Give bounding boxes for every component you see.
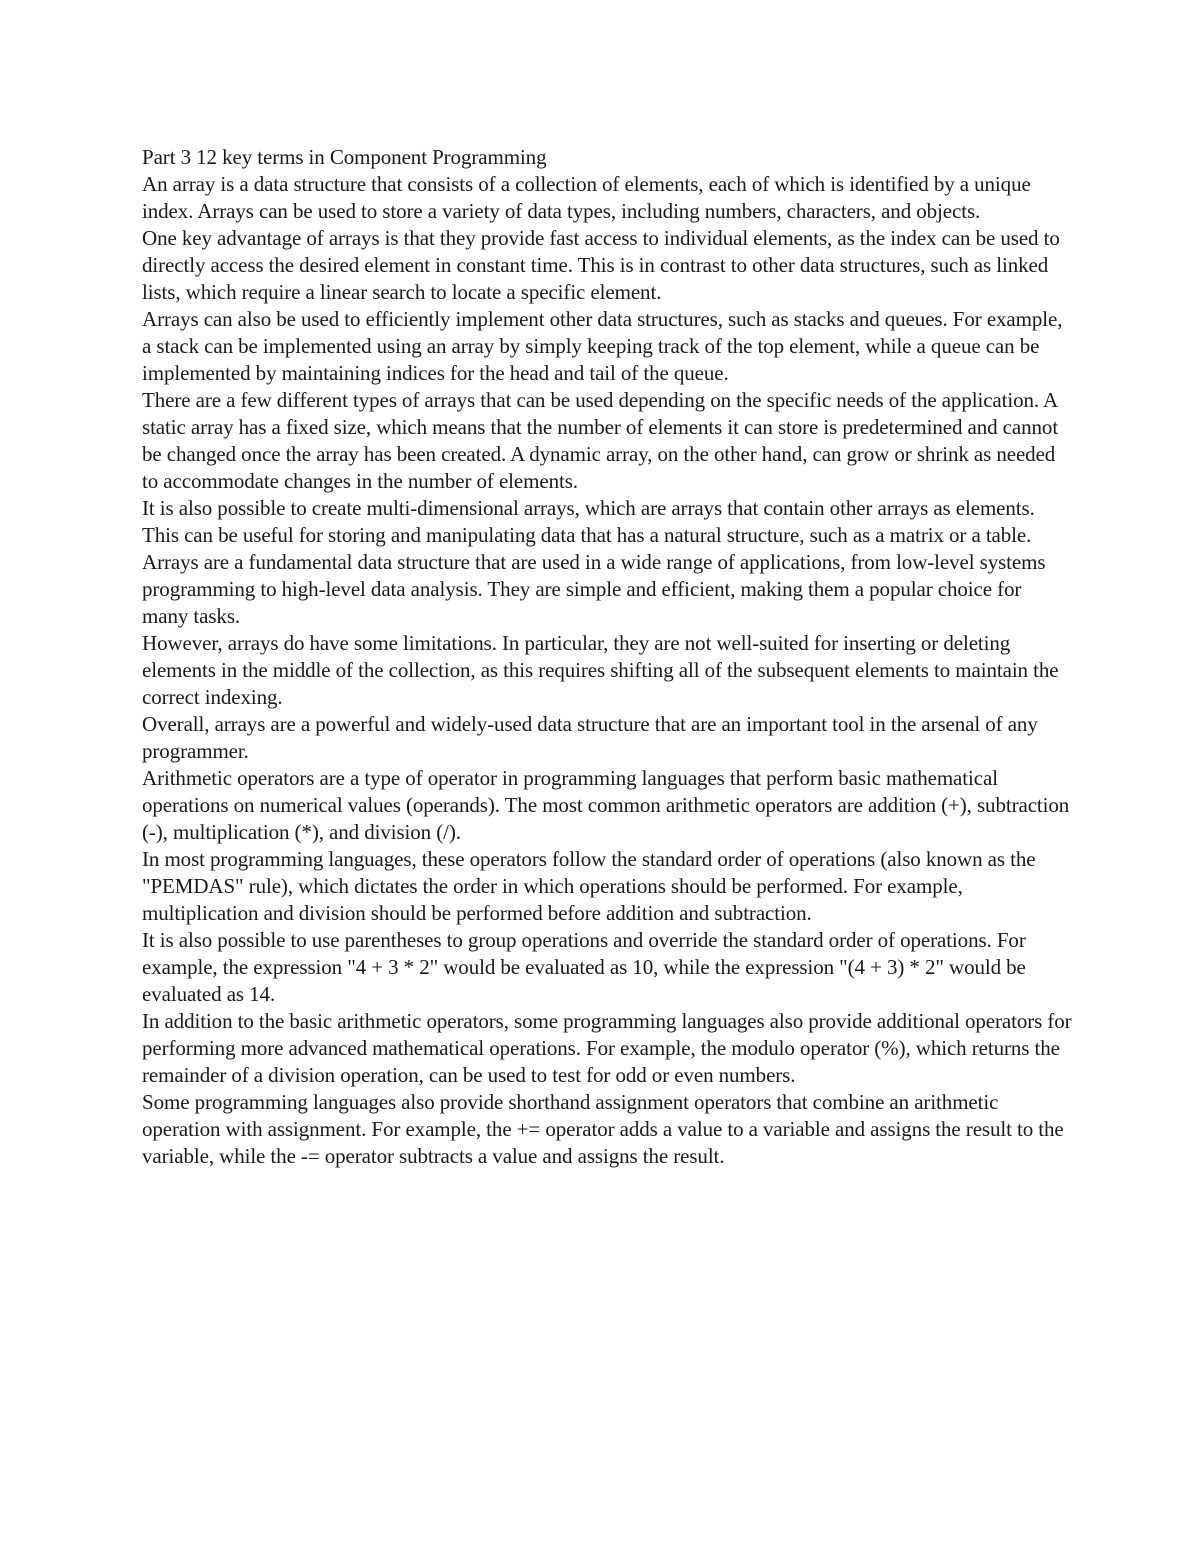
document-title: Part 3 12 key terms in Component Programming — [142, 145, 547, 169]
paragraph-array-types: There are a few different types of arrays that can be used depending on the specific needs of the application. A static array has a fixed size, which means that the number of elements it can store is predetermined and cannot be changed once the array has been created. A dynamic array, on the other hand, can grow or shrink as needed to accommodate changes in the number of elements. — [142, 388, 1059, 493]
paragraph-arrays-overall: Overall, arrays are a powerful and widely-used data structure that are an important tool in the arsenal of any programmer. — [142, 712, 1038, 763]
paragraph-arrays-stacks-queues: Arrays can also be used to efficiently implement other data structures, such as stacks and queues. For example, a stack can be implemented using an array by simply keeping track of the top element, while a queue can be implemented by maintaining indices for the head and tail of the queue. — [142, 307, 1063, 385]
paragraph-multidimensional: It is also possible to create multi-dimensional arrays, which are arrays that contain other arrays as elements. This can be useful for storing and manipulating data that has a natural structure, such as a matrix or a table. — [142, 496, 1035, 547]
paragraph-shorthand-assignment: Some programming languages also provide shorthand assignment operators that combine an arithmetic operation with assignment. For example, the += operator adds a value to a variable and assigns the result to the variable, while the -= operator subtracts a value and assigns the result. — [142, 1090, 1064, 1168]
paragraph-arrays-limitations: However, arrays do have some limitations. In particular, they are not well-suited for inserting or deleting elements in the middle of the collection, as this requires shifting all of the subsequent elements to maintain the correct indexing. — [142, 631, 1059, 709]
paragraph-arrays-advantage: One key advantage of arrays is that they provide fast access to individual elements, as the index can be used to directly access the desired element in constant time. This is in contrast to other data structures, such as linked lists, which require a linear search to locate a specific element. — [142, 226, 1060, 304]
paragraph-arrays-fundamental: Arrays are a fundamental data structure that are used in a wide range of applications, from low-level systems programming to high-level data analysis. They are simple and efficient, making them a popular choice for many tasks. — [142, 550, 1046, 628]
paragraph-arrays-intro: An array is a data structure that consists of a collection of elements, each of which is identified by a unique index. Arrays can be used to store a variety of data types, including numbers, characters, and objects. — [142, 172, 1031, 223]
paragraph-arithmetic-intro: Arithmetic operators are a type of operator in programming languages that perform basic mathematical operations on numerical values (operands). The most common arithmetic operators are addition (+), subtraction (-), multiplication (*), and division (/). — [142, 766, 1070, 844]
paragraph-parentheses: It is also possible to use parentheses to group operations and override the standard order of operations. For example, the expression "4 + 3 * 2" would be evaluated as 10, while the expression "(4 + 3) * 2" would be evaluated as 14. — [142, 928, 1026, 1006]
paragraph-order-of-operations: In most programming languages, these operators follow the standard order of operations (also known as the "PEMDAS" rule), which dictates the order in which operations should be performed. For example, multiplication and division should be performed before addition and subtraction. — [142, 847, 1036, 925]
document-page — [142, 144, 1072, 1170]
paragraph-advanced-operators: In addition to the basic arithmetic operators, some programming languages also provide additional operators for performing more advanced mathematical operations. For example, the modulo operator (%), which returns the remainder of a division operation, can be used to test for odd or even numbers. — [142, 1009, 1072, 1087]
